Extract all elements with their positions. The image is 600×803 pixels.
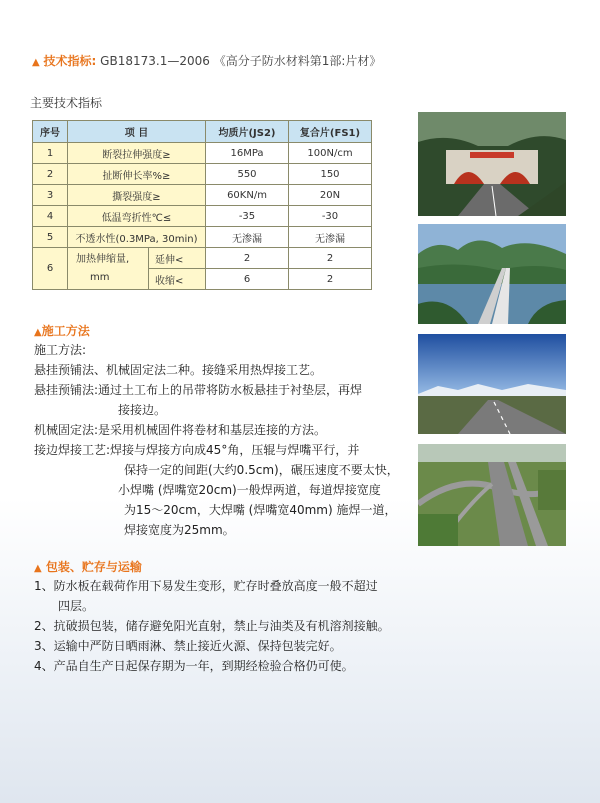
row-no: 6	[33, 248, 68, 290]
table-row	[33, 227, 372, 248]
text-line: 3、运输中严防日晒雨淋、禁止接近火源、保持包装完好。	[34, 639, 342, 653]
table-header-row	[33, 121, 372, 143]
header-fs1: 复合片(FS1)	[289, 121, 372, 143]
text-line: 4、产品自生产日起保存期为一年，到期经检验合格仍可使。	[34, 659, 354, 673]
text-line: 悬挂预铺法、机械固定法二种。接缝采用热焊接工艺。	[34, 363, 323, 377]
table-row	[33, 185, 372, 206]
row-item: 扯断伸长率%≥	[68, 164, 206, 185]
text-line: 接边焊接工艺:焊接与焊接方向成45°角，压辊与焊嘴平行，并	[34, 443, 360, 457]
text-line: 四层。	[58, 599, 95, 613]
table-row	[33, 164, 372, 185]
row-sub-extend: 延伸<	[149, 248, 206, 269]
row-js2: 2	[206, 248, 289, 269]
packaging-heading: 包装、贮存与运输	[45, 560, 142, 574]
header-js2: 均质片(JS2)	[206, 121, 289, 143]
row-fs1: 2	[289, 248, 372, 269]
row-no: 4	[33, 206, 68, 227]
row-item-line2: mm	[90, 271, 110, 283]
header-no: 序号	[33, 121, 68, 143]
row-sub-shrink: 收缩<	[149, 269, 206, 290]
spec-title: 主要技术指标	[30, 96, 103, 110]
triangle-bullet-icon: ▲	[34, 327, 42, 338]
row-js2: 6	[206, 269, 289, 290]
row-item-line1: 加热伸缩量,	[76, 253, 130, 265]
row-no: 1	[33, 143, 68, 164]
standard-code: GB18173.1—2006	[100, 54, 210, 68]
packaging-text	[34, 576, 390, 676]
row-fs1: 无渗漏	[289, 227, 372, 248]
interchange-photo	[418, 444, 566, 546]
text-line: 1、防水板在载荷作用下易发生变形，贮存时叠放高度一般不超过	[34, 579, 378, 593]
row-no: 5	[33, 227, 68, 248]
triangle-bullet-icon: ▲	[34, 563, 42, 574]
standard-label: 技术指标:	[43, 54, 97, 68]
packaging-heading-block	[34, 558, 142, 575]
row-js2: 60KN/m	[206, 185, 289, 206]
standard-line	[32, 52, 381, 69]
row-item-heat	[68, 248, 149, 290]
row-fs1: 2	[289, 269, 372, 290]
tunnel-photo	[418, 112, 566, 216]
row-js2: 16MPa	[206, 143, 289, 164]
construction-heading: 施工方法	[41, 324, 90, 338]
header-item: 项 目	[68, 121, 206, 143]
text-line: 2、抗破损包装，储存避免阳光直射，禁止与油类及有机溶剂接触。	[34, 619, 390, 633]
table-row	[33, 248, 372, 269]
row-item: 低温弯折性℃≤	[68, 206, 206, 227]
text-line: 悬挂预铺法:通过土工布上的吊带将防水板悬挂于衬垫层，再焊	[34, 383, 363, 397]
text-line: 施工方法:	[34, 343, 87, 357]
row-no: 2	[33, 164, 68, 185]
text-line: 为15～20cm，大焊嘴 (焊嘴宽40mm) 施焊一道，	[124, 503, 397, 517]
construction-text	[34, 340, 399, 540]
text-line: 保持一定的间距(大约0.5cm)，碾压速度不要太快，	[124, 463, 399, 477]
row-no: 3	[33, 185, 68, 206]
row-item: 不透水性(0.3MPa, 30min)	[68, 227, 206, 248]
row-js2: -35	[206, 206, 289, 227]
table-row	[33, 143, 372, 164]
row-fs1: 100N/cm	[289, 143, 372, 164]
standard-title: 《高分子防水材料第1部:片材》	[213, 54, 382, 68]
row-fs1: 20N	[289, 185, 372, 206]
row-js2: 550	[206, 164, 289, 185]
row-item: 断裂拉伸强度≥	[68, 143, 206, 164]
row-fs1: -30	[289, 206, 372, 227]
table-row	[33, 206, 372, 227]
bridge-photo	[418, 224, 566, 324]
row-js2: 无渗漏	[206, 227, 289, 248]
text-line: 焊接宽度为25mm。	[124, 523, 235, 537]
highway-photo	[418, 334, 566, 434]
spec-table	[32, 120, 372, 290]
construction-heading-block	[34, 322, 90, 339]
row-fs1: 150	[289, 164, 372, 185]
text-line: 机械固定法:是采用机械固件将卷材和基层连接的方法。	[34, 423, 327, 437]
triangle-bullet-icon: ▲	[32, 57, 40, 68]
text-line: 小焊嘴 (焊嘴宽20cm)一般焊两道，每道焊接宽度	[118, 483, 381, 497]
row-item: 撕裂强度≥	[68, 185, 206, 206]
text-line: 接接边。	[118, 403, 167, 417]
